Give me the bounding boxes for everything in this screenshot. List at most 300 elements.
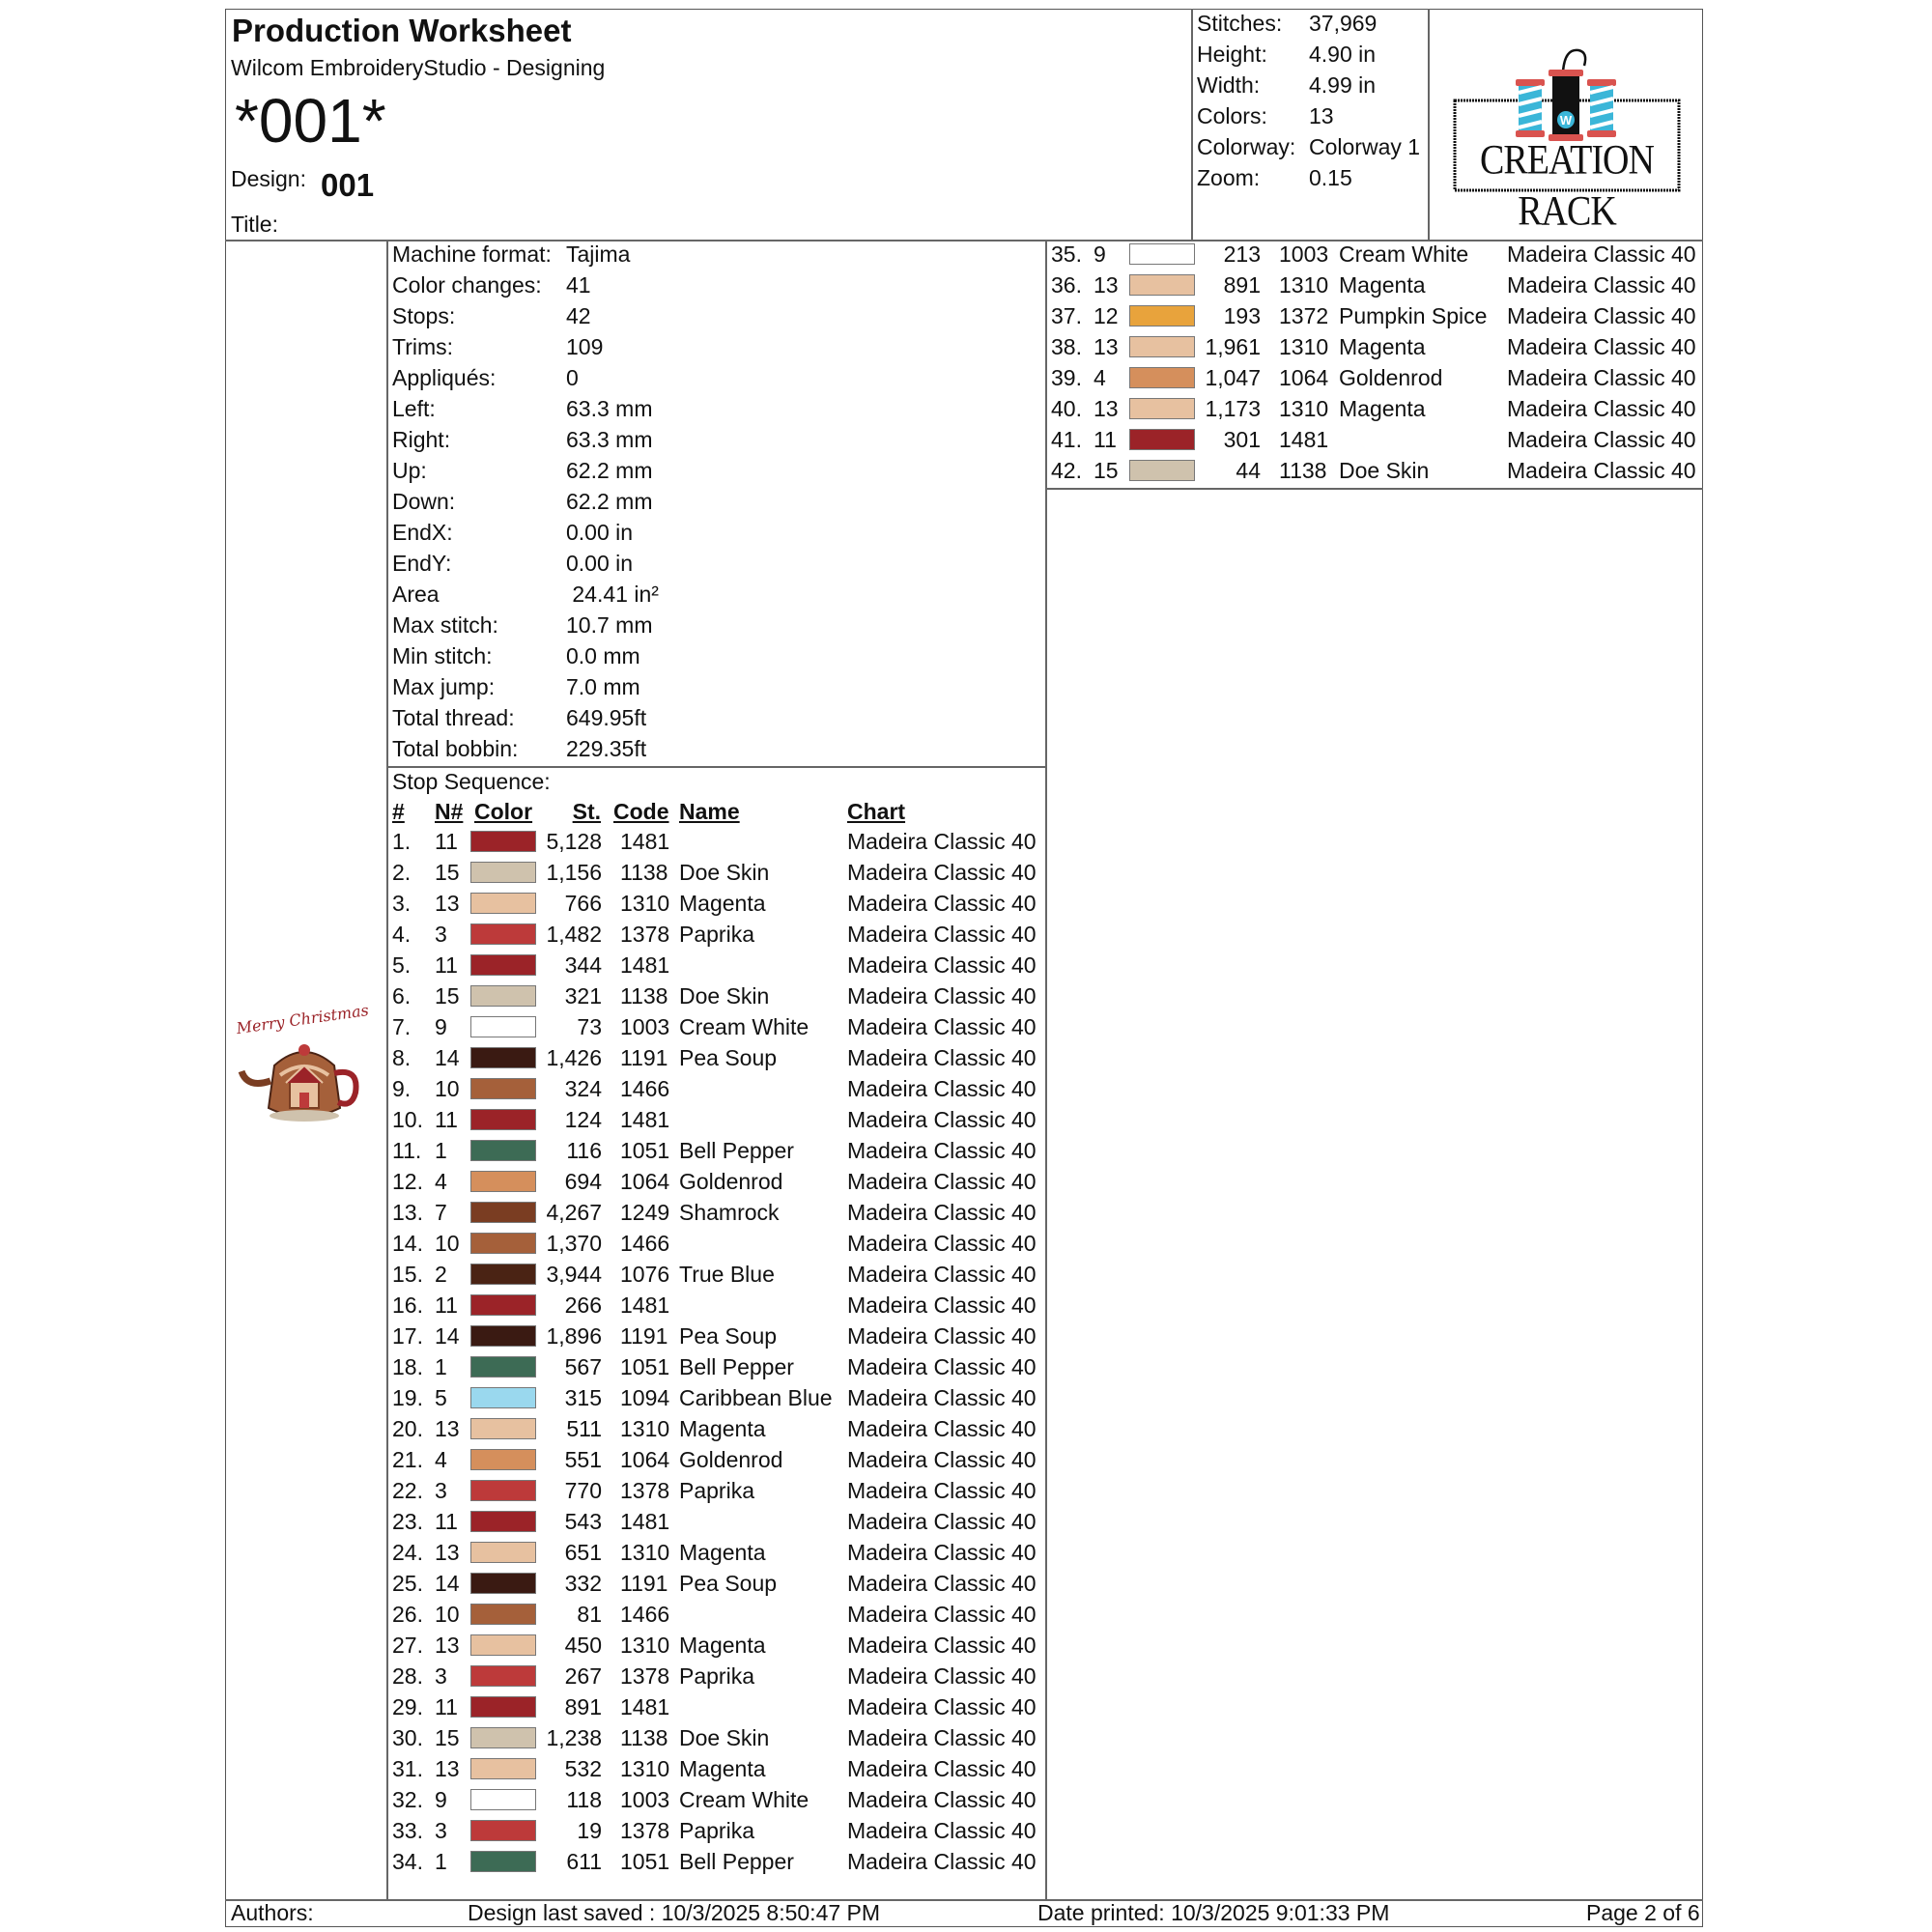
last-saved: Design last saved : 10/3/2025 8:50:47 PM (468, 1900, 881, 1925)
spec-label: EndX: (392, 520, 453, 545)
row-needle: 13 (435, 1540, 460, 1565)
row-needle: 7 (435, 1200, 447, 1225)
row-number: 5. (392, 952, 412, 978)
spec-label: Left: (392, 396, 436, 421)
row-number: 15. (392, 1262, 423, 1287)
row-chart: Madeira Classic 40 (847, 1014, 1037, 1039)
row-needle: 9 (1094, 242, 1106, 267)
color-swatch (470, 831, 536, 852)
summary-left-border (1191, 9, 1193, 241)
row-name: Magenta (1339, 334, 1426, 359)
row-code: 1481 (620, 1107, 670, 1132)
spec-value: 42 (566, 303, 591, 328)
row-stitches: 1,896 (546, 1323, 602, 1349)
row-name: Pea Soup (679, 1323, 778, 1349)
row-stitches: 124 (564, 1107, 602, 1132)
row-stitches: 611 (566, 1849, 602, 1874)
spec-value: 7.0 mm (566, 674, 640, 699)
row-code: 1191 (620, 1045, 668, 1070)
spec-label: Max jump: (392, 674, 496, 699)
row-stitches: 1,047 (1205, 365, 1261, 390)
row-needle: 1 (435, 1138, 447, 1163)
row-stitches: 694 (564, 1169, 602, 1194)
row-number: 16. (392, 1293, 423, 1318)
summary-label: Colorway: (1197, 134, 1296, 159)
column-header-code: Code (613, 799, 669, 824)
svg-text:W: W (1559, 113, 1573, 128)
color-swatch (470, 1387, 536, 1408)
row-stitches: 1,426 (546, 1045, 602, 1070)
spec-value: 62.2 mm (566, 489, 653, 514)
spec-label: Max stitch: (392, 612, 498, 638)
color-swatch (470, 1758, 536, 1779)
row-needle: 13 (435, 1633, 460, 1658)
row-code: 1310 (620, 1540, 670, 1565)
row-chart: Madeira Classic 40 (847, 1756, 1037, 1781)
row-needle: 11 (435, 952, 458, 978)
spec-value: 24.41 in² (566, 582, 659, 607)
row-code: 1481 (620, 1509, 670, 1534)
row-number: 26. (392, 1602, 423, 1627)
row-stitches: 511 (566, 1416, 602, 1441)
column-header-color: Color (474, 799, 533, 824)
column-header-chart: Chart (847, 799, 906, 824)
row-code: 1481 (620, 829, 670, 854)
row-name: True Blue (679, 1262, 775, 1287)
row-needle: 3 (435, 922, 447, 947)
row-stitches: 5,128 (546, 829, 602, 854)
row-stitches: 651 (564, 1540, 602, 1565)
color-swatch (470, 1820, 536, 1841)
row-needle: 14 (435, 1571, 460, 1596)
color-swatch (1129, 367, 1195, 388)
row-chart: Madeira Classic 40 (847, 1323, 1037, 1349)
row-stitches: 551 (564, 1447, 602, 1472)
row-number: 3. (392, 891, 412, 916)
row-chart: Madeira Classic 40 (847, 1385, 1037, 1410)
row-code: 1378 (620, 922, 670, 947)
row-needle: 3 (435, 1478, 447, 1503)
row-code: 1372 (1279, 303, 1329, 328)
row-number: 24. (392, 1540, 423, 1565)
row-stitches: 344 (564, 952, 602, 978)
spec-value: 0.00 in (566, 520, 634, 545)
row-stitches: 44 (1236, 458, 1261, 483)
row-stitches: 891 (1223, 272, 1261, 298)
color-swatch (1129, 398, 1195, 419)
row-code: 1310 (620, 891, 670, 916)
row-number: 23. (392, 1509, 423, 1534)
spec-label: Appliqués: (392, 365, 497, 390)
row-number: 32. (392, 1787, 423, 1812)
authors-label: Authors: (231, 1900, 314, 1925)
row-name: Doe Skin (679, 983, 770, 1009)
row-stitches: 891 (564, 1694, 602, 1719)
row-stitches: 770 (564, 1478, 602, 1503)
design-code-large: *001* (235, 86, 386, 156)
row-number: 19. (392, 1385, 423, 1410)
color-swatch (470, 1233, 536, 1254)
row-needle: 1 (435, 1354, 447, 1379)
row-number: 6. (392, 983, 412, 1009)
color-swatch (470, 1634, 536, 1656)
summary-label: Zoom: (1197, 165, 1261, 190)
row-number: 41. (1051, 427, 1082, 452)
spec-value: 41 (566, 272, 591, 298)
row-name: Paprika (679, 922, 754, 947)
color-swatch (470, 1789, 536, 1810)
spec-label: EndY: (392, 551, 452, 576)
row-code: 1310 (620, 1416, 670, 1441)
design-label: Design: (231, 166, 306, 191)
spec-label: Trims: (392, 334, 454, 359)
summary-label: Colors: (1197, 103, 1267, 128)
row-stitches: 766 (564, 891, 602, 916)
color-swatch (470, 1109, 536, 1130)
row-code: 1481 (620, 1694, 670, 1719)
color-swatch (470, 1851, 536, 1872)
summary-label: Width: (1197, 72, 1261, 98)
color-swatch (470, 1325, 536, 1347)
spec-label: Color changes: (392, 272, 542, 298)
row-chart: Madeira Classic 40 (847, 1663, 1037, 1689)
row-code: 1310 (1279, 396, 1329, 421)
spec-value: 10.7 mm (566, 612, 653, 638)
spec-value: 229.35ft (566, 736, 647, 761)
row-needle: 12 (1094, 303, 1119, 328)
summary-value: 4.90 in (1309, 42, 1377, 67)
row-chart: Madeira Classic 40 (1507, 242, 1696, 267)
row-stitches: 19 (577, 1818, 602, 1843)
row-needle: 15 (435, 983, 460, 1009)
row-number: 29. (392, 1694, 423, 1719)
spec-value: Tajima (566, 242, 631, 267)
row-stitches: 193 (1223, 303, 1261, 328)
row-needle: 9 (435, 1014, 447, 1039)
preview-script-text: Merry Christmas (235, 1001, 370, 1038)
spec-label: Stops: (392, 303, 456, 328)
row-chart: Madeira Classic 40 (847, 1354, 1037, 1379)
row-code: 1138 (620, 860, 668, 885)
row-number: 20. (392, 1416, 423, 1441)
row-stitches: 73 (577, 1014, 602, 1039)
row-chart: Madeira Classic 40 (1507, 303, 1696, 328)
row-name: Cream White (679, 1014, 810, 1039)
color-swatch (1129, 243, 1195, 265)
logo-text: CREATION RACK (1480, 136, 1654, 235)
row-number: 31. (392, 1756, 423, 1781)
color-swatch (470, 1294, 536, 1316)
row-name: Magenta (1339, 272, 1426, 298)
row-number: 17. (392, 1323, 423, 1349)
row-stitches: 567 (564, 1354, 602, 1379)
design-value: 001 (321, 167, 375, 203)
row-name: Magenta (679, 1416, 766, 1441)
row-name: Pea Soup (679, 1571, 778, 1596)
color-swatch (470, 1604, 536, 1625)
row-chart: Madeira Classic 40 (1507, 272, 1696, 298)
date-printed: Date printed: 10/3/2025 9:01:33 PM (1037, 1900, 1390, 1925)
row-code: 1310 (1279, 272, 1329, 298)
row-needle: 15 (435, 1725, 460, 1750)
footer-divider (225, 1899, 1703, 1901)
page-number: Page 2 of 6 (1586, 1900, 1700, 1925)
spec-value: 62.2 mm (566, 458, 653, 483)
row-name: Bell Pepper (679, 1354, 794, 1379)
row-stitches: 118 (566, 1787, 602, 1812)
row-chart: Madeira Classic 40 (847, 922, 1037, 947)
row-stitches: 4,267 (546, 1200, 602, 1225)
row-chart: Madeira Classic 40 (847, 1633, 1037, 1658)
row-chart: Madeira Classic 40 (847, 1200, 1037, 1225)
row-name: Doe Skin (1339, 458, 1430, 483)
color-swatch (470, 1202, 536, 1223)
row-stitches: 324 (564, 1076, 602, 1101)
row-code: 1064 (620, 1169, 670, 1194)
column-header-name: Name (679, 799, 740, 824)
row-stitches: 116 (566, 1138, 602, 1163)
row-code: 1051 (620, 1849, 670, 1874)
row-code: 1310 (1279, 334, 1329, 359)
row-stitches: 81 (577, 1602, 602, 1627)
row-chart: Madeira Classic 40 (847, 1447, 1037, 1472)
row-chart: Madeira Classic 40 (847, 1231, 1037, 1256)
color-swatch (470, 1665, 536, 1687)
row-number: 4. (392, 922, 412, 947)
row-chart: Madeira Classic 40 (847, 1540, 1037, 1565)
row-needle: 4 (1094, 365, 1106, 390)
color-swatch (470, 1480, 536, 1501)
row-number: 35. (1051, 242, 1082, 267)
row-stitches: 3,944 (546, 1262, 602, 1287)
row-number: 28. (392, 1663, 423, 1689)
row-chart: Madeira Classic 40 (847, 1818, 1037, 1843)
software-name: Wilcom EmbroideryStudio - Designing (231, 55, 606, 80)
row-chart: Madeira Classic 40 (847, 891, 1037, 916)
spec-value: 109 (566, 334, 604, 359)
row-number: 9. (392, 1076, 412, 1101)
spec-label: Up: (392, 458, 427, 483)
summary-value: 4.99 in (1309, 72, 1377, 98)
color-swatch (470, 1356, 536, 1378)
row-name: Goldenrod (1339, 365, 1443, 390)
row-needle: 3 (435, 1818, 447, 1843)
row-code: 1378 (620, 1818, 670, 1843)
row-needle: 1 (435, 1849, 447, 1874)
color-swatch (470, 1171, 536, 1192)
row-number: 27. (392, 1633, 423, 1658)
spec-value: 63.3 mm (566, 427, 653, 452)
row-needle: 3 (435, 1663, 447, 1689)
row-code: 1003 (620, 1014, 670, 1039)
row-name: Magenta (679, 1756, 766, 1781)
color-swatch (470, 1140, 536, 1161)
row-name: Doe Skin (679, 860, 770, 885)
row-code: 1094 (620, 1385, 670, 1410)
summary-value: Colorway 1 (1309, 134, 1421, 159)
row-needle: 11 (435, 1293, 458, 1318)
row-chart: Madeira Classic 40 (1507, 396, 1696, 421)
row-chart: Madeira Classic 40 (1507, 334, 1696, 359)
row-number: 33. (392, 1818, 423, 1843)
row-number: 37. (1051, 303, 1082, 328)
row-chart: Madeira Classic 40 (847, 829, 1037, 854)
row-name: Magenta (1339, 396, 1426, 421)
color-swatch (470, 1511, 536, 1532)
row-stitches: 1,370 (546, 1231, 602, 1256)
color-swatch (470, 1573, 536, 1594)
row-name: Doe Skin (679, 1725, 770, 1750)
color-swatch (1129, 336, 1195, 357)
row-stitches: 1,482 (546, 922, 602, 947)
row-chart: Madeira Classic 40 (847, 1262, 1037, 1287)
color-swatch (470, 1047, 536, 1068)
row-code: 1378 (620, 1478, 670, 1503)
row-name: Paprika (679, 1663, 754, 1689)
row-chart: Madeira Classic 40 (847, 1509, 1037, 1534)
color-swatch (470, 923, 536, 945)
row-stitches: 543 (564, 1509, 602, 1534)
summary-label: Height: (1197, 42, 1267, 67)
row-code: 1466 (620, 1231, 670, 1256)
row-needle: 9 (435, 1787, 447, 1812)
row-code: 1466 (620, 1602, 670, 1627)
row-chart: Madeira Classic 40 (1507, 365, 1696, 390)
row-name: Bell Pepper (679, 1849, 794, 1874)
spec-label: Total thread: (392, 705, 515, 730)
row-code: 1191 (620, 1571, 668, 1596)
spec-label: Right: (392, 427, 451, 452)
row-name: Bell Pepper (679, 1138, 794, 1163)
row-stitches: 332 (564, 1571, 602, 1596)
row-needle: 5 (435, 1385, 447, 1410)
row-needle: 10 (435, 1231, 460, 1256)
spec-value: 649.95ft (566, 705, 647, 730)
spec-label: Machine format: (392, 242, 552, 267)
row-code: 1310 (620, 1633, 670, 1658)
summary-value: 0.15 (1309, 165, 1352, 190)
color-swatch (470, 1727, 536, 1748)
summary-value: 13 (1309, 103, 1334, 128)
row-chart: Madeira Classic 40 (847, 952, 1037, 978)
row-number: 13. (392, 1200, 423, 1225)
row-name: Magenta (679, 1633, 766, 1658)
color-swatch (470, 985, 536, 1007)
row-name: Goldenrod (679, 1169, 783, 1194)
row-number: 22. (392, 1478, 423, 1503)
row-number: 7. (392, 1014, 412, 1039)
creation-rack-logo (1449, 43, 1683, 235)
spec-value: 63.3 mm (566, 396, 653, 421)
row-chart: Madeira Classic 40 (847, 1169, 1037, 1194)
spec-value: 0.00 in (566, 551, 634, 576)
summary-value: 37,969 (1309, 11, 1378, 36)
row-code: 1249 (620, 1200, 670, 1225)
row-needle: 13 (1094, 272, 1119, 298)
row-chart: Madeira Classic 40 (847, 1602, 1037, 1627)
row-stitches: 1,173 (1205, 396, 1261, 421)
row-name: Cream White (679, 1787, 810, 1812)
row-number: 14. (392, 1231, 423, 1256)
row-chart: Madeira Classic 40 (847, 1571, 1037, 1596)
row-name: Shamrock (679, 1200, 780, 1225)
row-needle: 11 (1094, 427, 1117, 452)
row-code: 1003 (620, 1787, 670, 1812)
color-swatch (470, 1542, 536, 1563)
row-number: 34. (392, 1849, 423, 1874)
row-chart: Madeira Classic 40 (847, 983, 1037, 1009)
row-number: 2. (392, 860, 412, 885)
row-code: 1481 (620, 952, 670, 978)
row-chart: Madeira Classic 40 (847, 1107, 1037, 1132)
column-header-needle: N# (435, 799, 464, 824)
row-chart: Madeira Classic 40 (847, 1694, 1037, 1719)
row-chart: Madeira Classic 40 (847, 1045, 1037, 1070)
row-number: 25. (392, 1571, 423, 1596)
row-number: 11. (392, 1138, 422, 1163)
color-swatch (470, 1078, 536, 1099)
row-stitches: 1,961 (1205, 334, 1261, 359)
row-name: Magenta (679, 891, 766, 916)
row-name: Pea Soup (679, 1045, 778, 1070)
row-name: Paprika (679, 1478, 754, 1503)
color-swatch (1129, 274, 1195, 296)
row-needle: 4 (435, 1447, 447, 1472)
row-code: 1310 (620, 1756, 670, 1781)
row-chart: Madeira Classic 40 (1507, 427, 1696, 452)
row-stitches: 301 (1223, 427, 1261, 452)
color-swatch (470, 862, 536, 883)
row-needle: 2 (435, 1262, 447, 1287)
row-number: 42. (1051, 458, 1082, 483)
row-code: 1003 (1279, 242, 1329, 267)
row-chart: Madeira Classic 40 (847, 1787, 1037, 1812)
column-header-number: # (392, 799, 405, 824)
row-stitches: 450 (564, 1633, 602, 1658)
row-code: 1481 (1279, 427, 1329, 452)
spec-value: 0.0 mm (566, 643, 640, 668)
row-number: 30. (392, 1725, 423, 1750)
spec-label: Area (392, 582, 440, 607)
row-needle: 11 (435, 829, 458, 854)
row-chart: Madeira Classic 40 (847, 1849, 1037, 1874)
row-number: 1. (392, 829, 412, 854)
row-needle: 10 (435, 1076, 460, 1101)
row-number: 36. (1051, 272, 1082, 298)
row-name: Pumpkin Spice (1339, 303, 1488, 328)
title-label: Title: (231, 212, 278, 237)
row-name: Magenta (679, 1540, 766, 1565)
row-chart: Madeira Classic 40 (1507, 458, 1696, 483)
stop-sequence-label: Stop Sequence: (392, 769, 551, 794)
row-code: 1051 (620, 1138, 670, 1163)
row-number: 21. (392, 1447, 423, 1472)
row-chart: Madeira Classic 40 (847, 860, 1037, 885)
row-number: 12. (392, 1169, 423, 1194)
column-header-stitches: St. (572, 799, 601, 824)
row-needle: 15 (435, 860, 460, 885)
color-swatch (1129, 305, 1195, 327)
spec-label: Down: (392, 489, 456, 514)
row-chart: Madeira Classic 40 (847, 1293, 1037, 1318)
row-needle: 13 (1094, 396, 1119, 421)
row-name: Goldenrod (679, 1447, 783, 1472)
row-stitches: 267 (564, 1663, 602, 1689)
row-code: 1481 (620, 1293, 670, 1318)
row-code: 1378 (620, 1663, 670, 1689)
row-code: 1191 (620, 1323, 668, 1349)
row-chart: Madeira Classic 40 (847, 1478, 1037, 1503)
